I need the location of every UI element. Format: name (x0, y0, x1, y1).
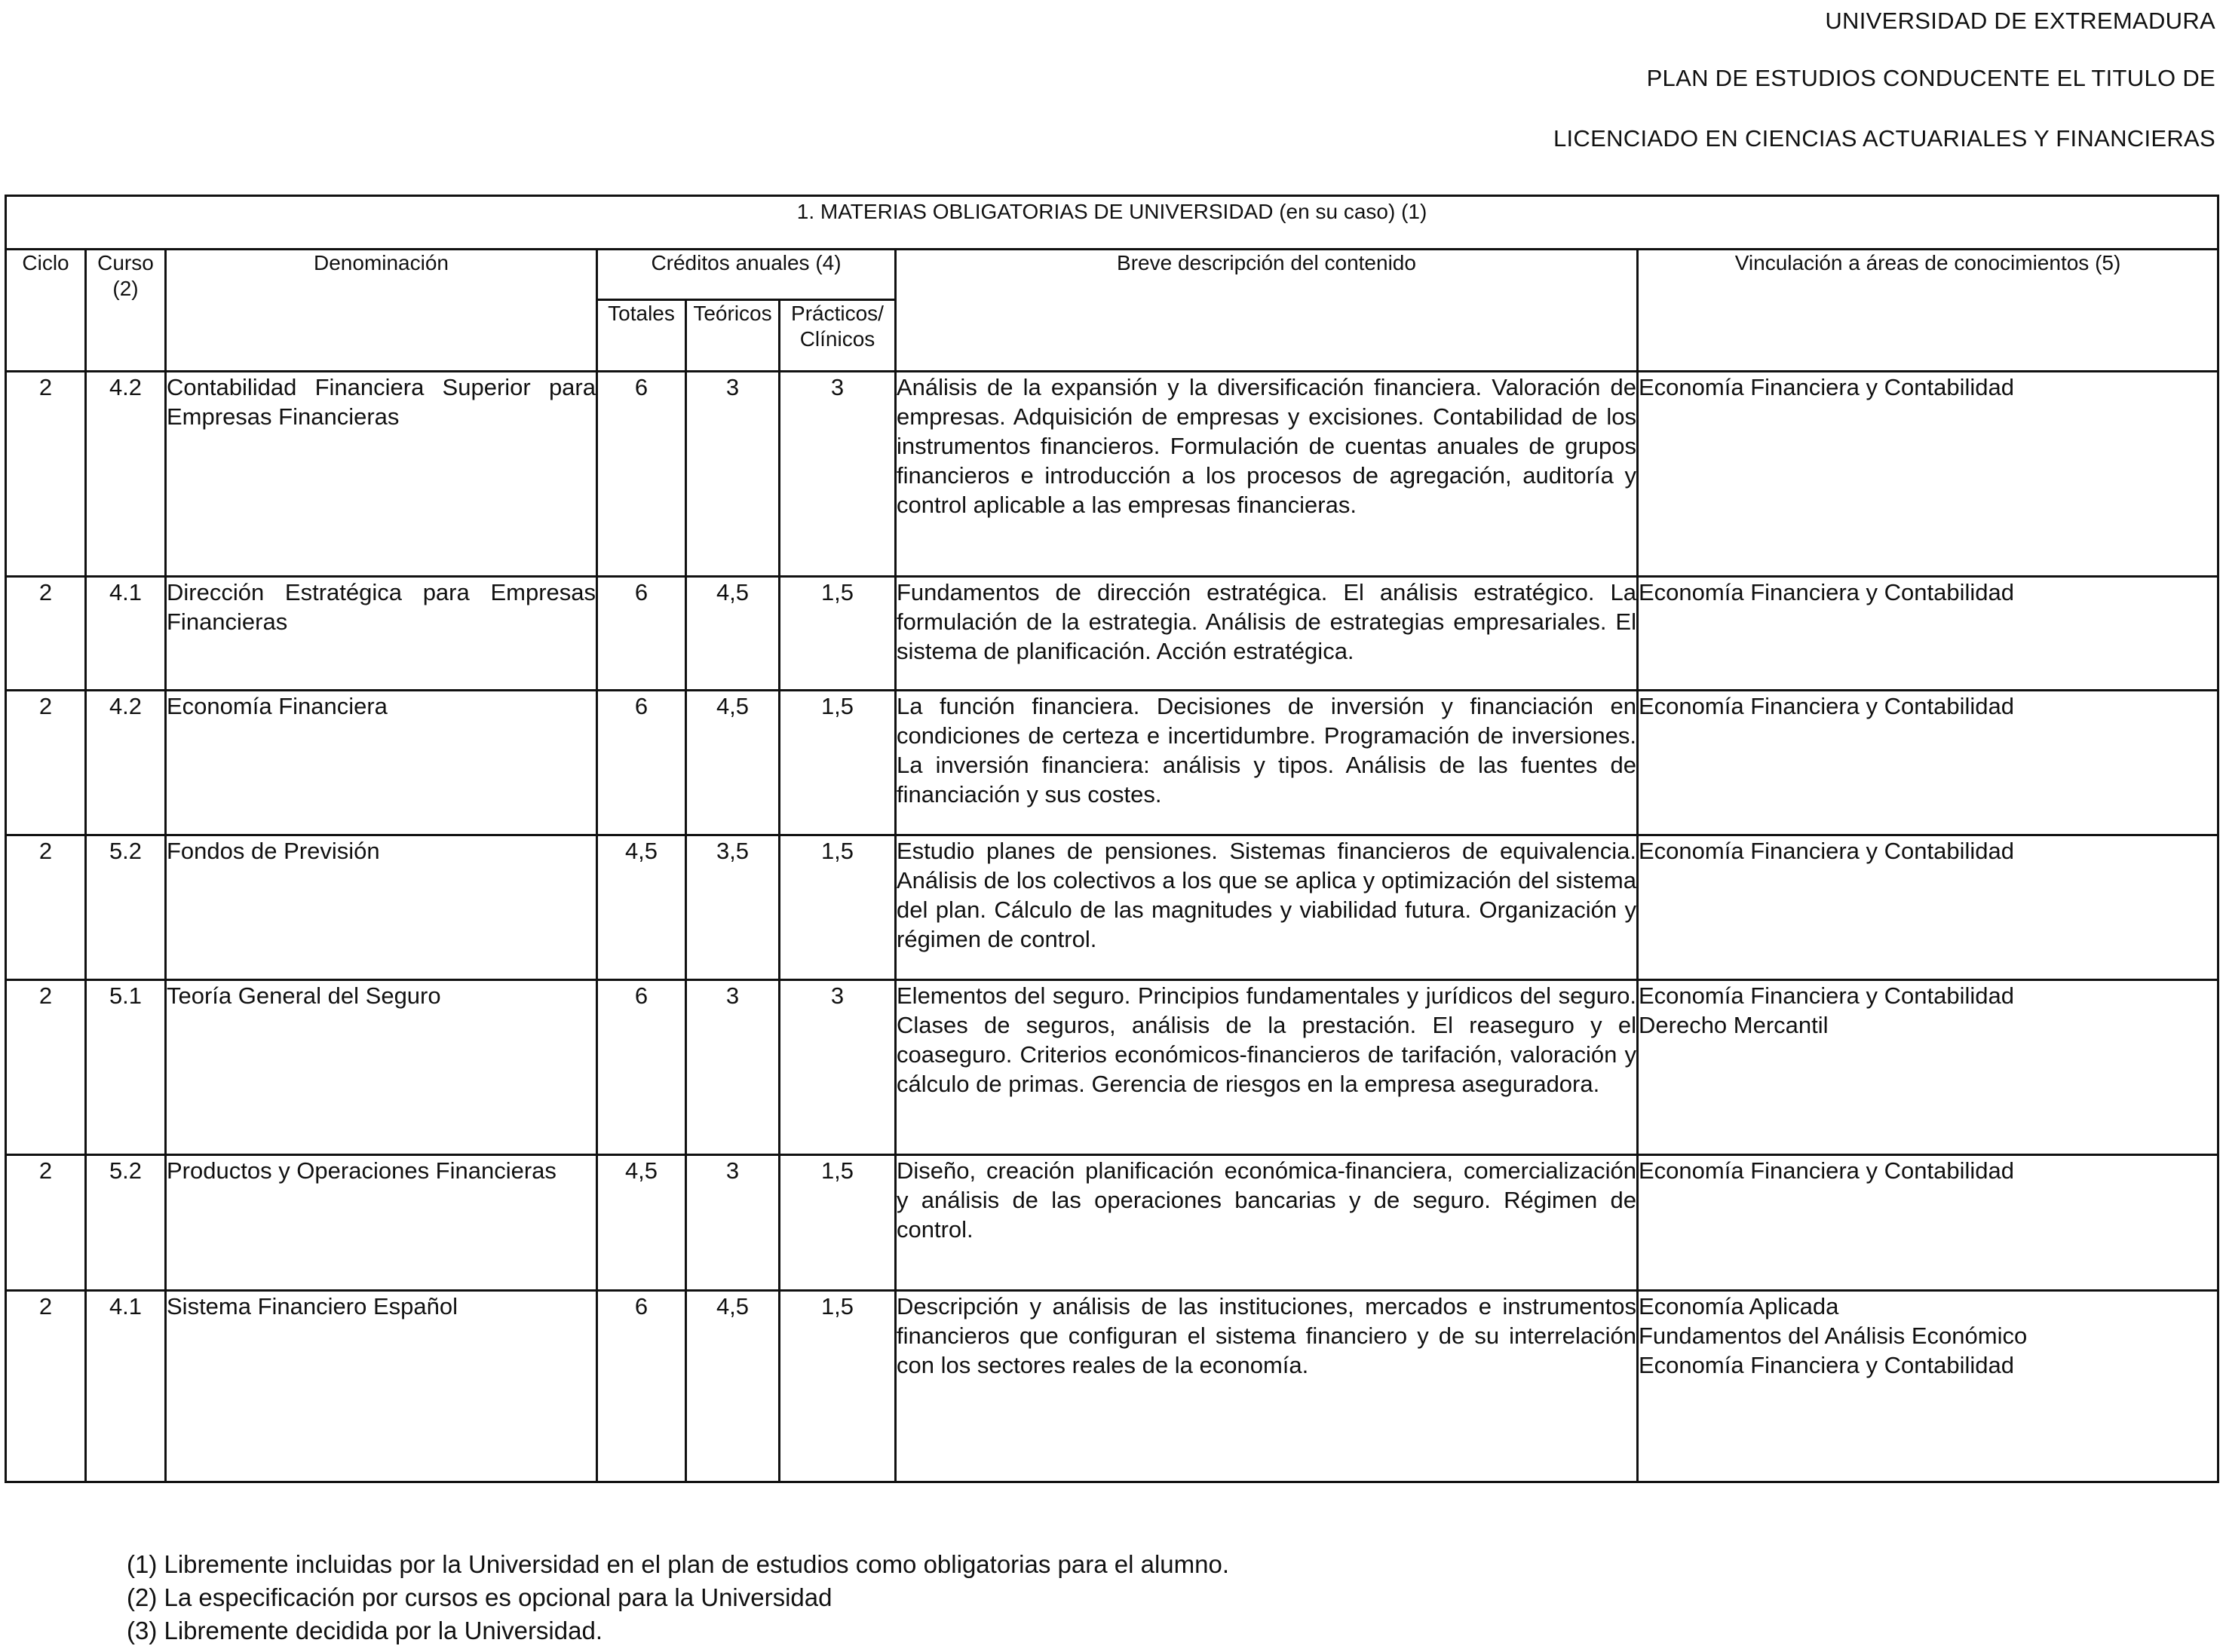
cell-areas (1638, 1155, 2218, 1291)
table-row (6, 372, 2218, 577)
cell-descripcion: La función financiera. Decisiones de inversión y financiación en condiciones de certeza e incertidumbre. Programación de inversiones. La inversión financiera: análisis y tipos. Análisis de las fuentes de financiación y sus costes. (896, 691, 1638, 835)
cell-teoricos: 3 (686, 372, 780, 577)
cell-ciclo: 2 (6, 1155, 86, 1291)
cell-areas (1638, 1291, 2218, 1482)
cell-curso: 4.1 (86, 577, 166, 691)
cell-descripcion: Fundamentos de dirección estratégica. El análisis estratégico. La formulación de la estrategia. Análisis de estrategias empresariales. El sistema de planificación. Acción estratégica. (896, 577, 1638, 691)
cell-practicos: 3 (780, 372, 896, 577)
cell-areas (1638, 577, 2218, 691)
cell-ciclo: 2 (6, 691, 86, 835)
cell-practicos: 1,5 (780, 835, 896, 980)
footnote: (3) Libremente decidida por la Universidad. (127, 1617, 603, 1644)
area-item: Economía Financiera y Contabilidad (1639, 1352, 2014, 1378)
col-header-ciclo: Ciclo (6, 250, 86, 372)
table-row (6, 691, 2218, 835)
col-header-denominacion: Denominación (166, 250, 597, 372)
cell-practicos: 3 (780, 980, 896, 1155)
col-header-practicos: Prácticos/ Clínicos (780, 300, 896, 372)
col-header-totales: Totales (597, 300, 686, 372)
table-row (6, 577, 2218, 691)
subjects-table (5, 195, 2219, 1483)
cell-curso: 4.2 (86, 691, 166, 835)
area-item: Derecho Mercantil (1639, 1012, 1829, 1038)
cell-descripcion: Elementos del seguro. Principios fundamentales y jurídicos del seguro. Clases de seguros, análisis de la prestación. El reaseguro y el coaseguro. Criterios económicos-financieros de tarifación, valoración y cálculo de primas. Gerencia de riesgos en la empresa aseguradora. (896, 980, 1638, 1155)
cell-teoricos: 3 (686, 1155, 780, 1291)
cell-curso: 4.1 (86, 1291, 166, 1482)
area-item: Economía Financiera y Contabilidad (1639, 374, 2014, 400)
cell-descripcion: Diseño, creación planificación económica-financiera, comercialización y análisis de las operaciones bancarias y de seguro. Régimen de control. (896, 1155, 1638, 1291)
table-row (6, 1291, 2218, 1482)
cell-teoricos: 4,5 (686, 691, 780, 835)
cell-curso: 5.2 (86, 835, 166, 980)
cell-denominacion: Fondos de Previsión (166, 835, 597, 980)
cell-curso: 5.2 (86, 1155, 166, 1291)
cell-ciclo: 2 (6, 980, 86, 1155)
cell-practicos: 1,5 (780, 1291, 896, 1482)
col-header-curso: Curso (2) (86, 250, 166, 372)
cell-totales: 4,5 (597, 835, 686, 980)
cell-denominacion: Teoría General del Seguro (166, 980, 597, 1155)
cell-denominacion: Contabilidad Financiera Superior para Empresas Financieras (166, 372, 597, 577)
area-item: Economía Financiera y Contabilidad (1639, 693, 2014, 719)
cell-denominacion: Productos y Operaciones Financieras (166, 1155, 597, 1291)
cell-denominacion: Sistema Financiero Español (166, 1291, 597, 1482)
cell-practicos: 1,5 (780, 1155, 896, 1291)
cell-totales: 6 (597, 1291, 686, 1482)
cell-curso: 5.1 (86, 980, 166, 1155)
table-row (6, 1155, 2218, 1291)
col-header-vinculacion: Vinculación a áreas de conocimientos (5) (1638, 250, 2218, 372)
cell-ciclo: 2 (6, 835, 86, 980)
cell-totales: 6 (597, 372, 686, 577)
footnote: (2) La especificación por cursos es opcional para la Universidad (127, 1583, 832, 1611)
col-header-descripcion: Breve descripción del contenido (896, 250, 1638, 372)
cell-ciclo: 2 (6, 1291, 86, 1482)
footnotes (127, 1548, 1229, 1647)
cell-areas (1638, 835, 2218, 980)
cell-practicos: 1,5 (780, 577, 896, 691)
cell-descripcion: Estudio planes de pensiones. Sistemas financieros de equivalencia. Análisis de los colectivos a los que se aplica y optimización del sistema del plan. Cálculo de las magnitudes y viabilidad futura. Organización y régimen de control. (896, 835, 1638, 980)
cell-ciclo: 2 (6, 372, 86, 577)
area-item: Economía Financiera y Contabilidad (1639, 579, 2014, 605)
cell-ciclo: 2 (6, 577, 86, 691)
cell-totales: 4,5 (597, 1155, 686, 1291)
area-item: Fundamentos del Análisis Económico (1639, 1323, 2028, 1349)
cell-denominacion: Dirección Estratégica para Empresas Financieras (166, 577, 597, 691)
table-row (6, 980, 2218, 1155)
cell-curso: 4.2 (86, 372, 166, 577)
table-title: 1. MATERIAS OBLIGATORIAS DE UNIVERSIDAD (en su caso) (1) (6, 196, 2218, 250)
cell-teoricos: 4,5 (686, 1291, 780, 1482)
area-item: Economía Financiera y Contabilidad (1639, 982, 2014, 1009)
area-item: Economía Financiera y Contabilidad (1639, 838, 2014, 864)
table-row (6, 835, 2218, 980)
university-name: UNIVERSIDAD DE EXTREMADURA (1825, 8, 2215, 34)
cell-areas (1638, 691, 2218, 835)
cell-denominacion: Economía Financiera (166, 691, 597, 835)
cell-descripcion: Análisis de la expansión y la diversificación financiera. Valoración de empresas. Adquisición de empresas y excisiones. Contabilidad de los instrumentos financieros. Formulación de cuentas anuales de grupos financieros e introducción a los procesos de agregación, auditoría y control aplicable a las empresas financieras. (896, 372, 1638, 577)
col-header-teoricos: Teóricos (686, 300, 780, 372)
cell-descripcion: Descripción y análisis de las instituciones, mercados e instrumentos financieros que configuran el sistema financiero y de su interrelación con los sectores reales de la economía. (896, 1291, 1638, 1482)
col-header-creditos: Créditos anuales (4) (597, 250, 896, 300)
cell-totales: 6 (597, 577, 686, 691)
degree-title: LICENCIADO EN CIENCIAS ACTUARIALES Y FINANCIERAS (1553, 125, 2215, 152)
cell-teoricos: 4,5 (686, 577, 780, 691)
area-item: Economía Aplicada (1639, 1293, 1839, 1319)
cell-areas (1638, 372, 2218, 577)
cell-totales: 6 (597, 980, 686, 1155)
cell-teoricos: 3 (686, 980, 780, 1155)
cell-practicos: 1,5 (780, 691, 896, 835)
cell-areas (1638, 980, 2218, 1155)
cell-teoricos: 3,5 (686, 835, 780, 980)
footnote: (1) Libremente incluidas por la Universidad en el plan de estudios como obligatorias para el alumno. (127, 1550, 1229, 1578)
plan-title: PLAN DE ESTUDIOS CONDUCENTE EL TITULO DE (1646, 65, 2215, 91)
area-item: Economía Financiera y Contabilidad (1639, 1157, 2014, 1184)
cell-totales: 6 (597, 691, 686, 835)
